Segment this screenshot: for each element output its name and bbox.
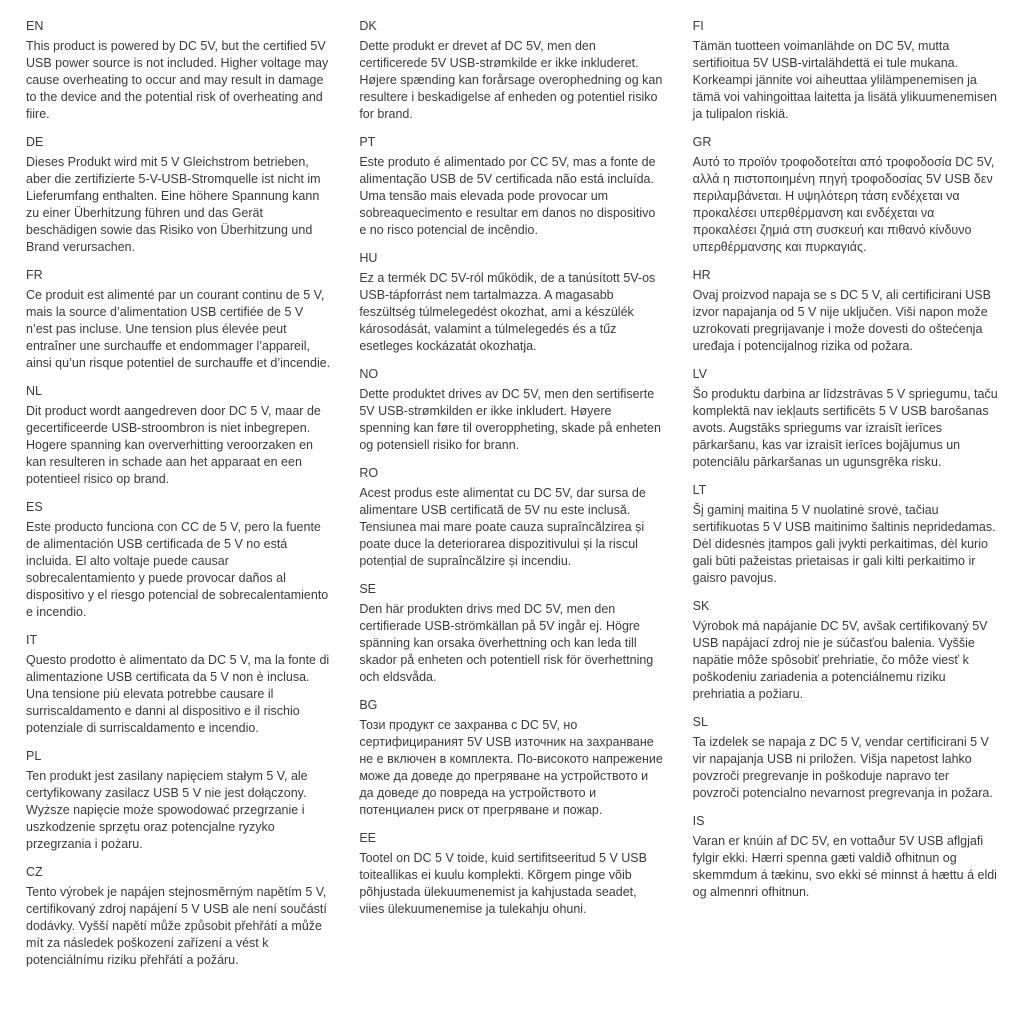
- lang-section-nl: [26, 383, 331, 488]
- language-text: Αυτό το προϊόν τροφοδοτείται από τροφοδοσία DC 5V, αλλά η πιστοποιημένη πηγή τροφοδοσίας 5V USB δεν περιλαμβάνεται. Η υψηλότερη τάση ενδέχεται να προκαλέσει υπερθέρμανση και ενδέχεται να προκαλέσει ζημιά στη συσκευή και πιθανό κίνδυνο υπερθέρμανσης και πυρκαγιάς.: [692, 155, 995, 254]
- language-text: Výrobok má napájanie DC 5V, avšak certifikovaný 5V USB napájací zdroj nie je súčasťou balenia. Vyššie napätie môže spôsobiť prehriatie, čo môže viesť k poškodeniu zariadenia a potenciálnemu riziku prehriatia a požiaru.: [692, 619, 988, 701]
- language-code: RO: [359, 466, 379, 480]
- language-text: Dieses Produkt wird mit 5 V Gleichstrom betrieben, aber die zertifizierte 5-V-USB-Stromquelle ist nicht im Lieferumfang enthalten. Eine höhere Spannung kann zu einer Überhitzung führen und das Gerät beschädigen sowie das Risiko von Überhitzung und Brand verursachen.: [26, 155, 321, 254]
- language-text: Ta izdelek se napaja z DC 5 V, vendar certificirani 5 V vir napajanja USB ni priložen. Višja napetost lahko povzroči pregrevanje in poškoduje napravo ter povzroči potencialno nevarnost pregrevanja in požara.: [692, 735, 993, 800]
- language-text: Den här produkten drivs med DC 5V, men den certifierade USB-strömkällan på 5V ingår ej. Högre spänning kan orsaka överhettning och kan leda till skador på enheten och potentiell risk för överhettning och eldsvåda.: [359, 602, 654, 684]
- language-text: Acest produs este alimentat cu DC 5V, dar sursa de alimentare USB certificată de 5V nu este inclusă. Tensiunea mai mare poate cauza supraîncălzirea și poate duce la deteriorarea dispozitivului și la riscul potențial de supraîncălzire și incendiu.: [359, 486, 646, 568]
- language-code: LT: [692, 483, 707, 497]
- language-text: Ten produkt jest zasilany napięciem stałym 5 V, ale certyfikowany zasilacz USB 5 V nie jest dołączony. Wyższe napięcie może spowodować przegrzanie i uszkodzenie sprzętu oraz potencjalne ryzyko przegrzania i pożaru.: [26, 769, 308, 851]
- lang-section-ro: [359, 465, 664, 570]
- language-text: Dette produktet drives av DC 5V, men den sertifiserte 5V USB-strømkilden er ikke inkludert. Høyere spenning kan føre til overoppheting, skade på enheten og potensiell risiko for brann.: [359, 387, 661, 452]
- language-text: Ovaj proizvod napaja se s DC 5 V, ali certificirani USB izvor napajanja od 5 V nije uključen. Viši napon može uzrokovati pregrijavanje i može dovesti do oštećenja uređaja i potencijalnog rizika od požara.: [692, 288, 991, 353]
- language-code: PT: [359, 135, 376, 149]
- lang-section-en: [26, 18, 331, 123]
- language-text: Dette produkt er drevet af DC 5V, men den certificerede 5V USB-strømkilde er ikke inkluderet. Højere spænding kan forårsage overophedning og kan resultere i beskadigelse af enheden og potentiel risiko for brand.: [359, 39, 663, 121]
- language-code: HU: [359, 251, 378, 265]
- language-code: FR: [26, 268, 43, 282]
- lang-section-no: [359, 366, 664, 454]
- lang-section-gr: [693, 134, 998, 256]
- lang-section-pt: [359, 134, 664, 239]
- lang-section-de: [26, 134, 331, 256]
- lang-section-ee: [359, 830, 664, 918]
- lang-section-sl: [693, 714, 998, 802]
- language-text: Tootel on DC 5 V toide, kuid sertifitseeritud 5 V USB toiteallikas ei kuulu komplekti. Kõrgem pinge võib põhjustada ülekuumenemist ja kahjustada seadet, viies ülekuumenemise ja tulekahju ohuni.: [359, 851, 647, 916]
- lang-section-lv: [693, 366, 998, 471]
- lang-section-is: [693, 813, 998, 901]
- language-code: ES: [26, 500, 43, 514]
- lang-section-fi: [693, 18, 998, 123]
- language-text: Šo produktu darbina ar līdzstrāvas 5 V spriegumu, taču komplektā nav iekļauts sertificēts 5 V USB barošanas avots. Augstāks spriegums var izraisīt ierīces pārkaršanu, kas var izraisīt ierīces bojājumus un potenciālu pārkaršanas un ugunsgrēka risku.: [692, 387, 998, 469]
- language-text: Este produto é alimentado por CC 5V, mas a fonte de alimentação USB de 5V certificada não está incluída. Uma tensão mais elevada pode provocar um sobreaquecimento e resultar em danos no dispositivo e no risco potencial de incêndio.: [359, 155, 656, 237]
- language-text: Questo prodotto è alimentato da DC 5 V, ma la fonte di alimentazione USB certificata da 5 V non è inclusa. Una tensione più elevata potrebbe causare il surriscaldamento e danni al dispositivo e il rischio potenziale di surriscaldamento e incendio.: [26, 653, 330, 735]
- language-text: This product is powered by DC 5V, but the certified 5V USB power source is not included. Higher voltage may cause overheating to occur and may result in damage to the device and the potential risk of overheating and fiire.: [26, 39, 329, 121]
- language-code: LV: [692, 367, 708, 381]
- language-text: Ce produit est alimenté par un courant continu de 5 V, mais la source d’alimentation USB certifiée de 5 V n’est pas incluse. Une tension plus élevée peut entraîner une surchauffe et endommager l’appareil, ainsi qu’un risque potentiel de surchauffe et d’incendie.: [26, 288, 331, 370]
- lang-section-hu: [359, 250, 664, 355]
- lang-section-it: [26, 632, 331, 737]
- language-code: BG: [359, 698, 378, 712]
- language-text: Dit product wordt aangedreven door DC 5 V, maar de gecertificeerde USB-stroombron is niet inbegrepen. Hogere spanning kan oververhitting veroorzaken en kan resulteren in schade aan het apparaat en een potentieel risico op brand.: [26, 404, 321, 486]
- language-text: Tento výrobek je napájen stejnosměrným napětím 5 V, certifikovaný zdroj napájení 5 V USB ale není součástí dodávky. Vyšší napětí může způsobit přehřátí a může mít za následek poškození zařízení a vést k potenciálnímu riziku přehřátí a požáru.: [26, 885, 327, 967]
- lang-section-hr: [693, 267, 998, 355]
- lang-section-bg: [359, 697, 664, 819]
- language-code: HR: [692, 268, 711, 282]
- language-code: EE: [359, 831, 377, 845]
- language-text: Tämän tuotteen voimanlähde on DC 5V, mutta sertifioitua 5V USB-virtalähdettä ei tule mukana. Korkeampi jännite voi aiheuttaa ylilämpenemisen ja tämä voi vahingoittaa laitetta ja lisätä ylikuumenemisen ja tulipalon riskiä.: [692, 39, 997, 121]
- lang-section-sk: [693, 598, 998, 703]
- language-code: GR: [692, 135, 712, 149]
- language-text: Varan er knúin af DC 5V, en vottaður 5V USB aflgjafi fylgir ekki. Hærri spenna gæti valdið ofhitnun og skemmdum á tækinu, svo ekki sé minnst á hættu á eldi og almennri ofhitnun.: [692, 834, 997, 899]
- language-code: SE: [359, 582, 377, 596]
- lang-section-cz: [26, 864, 331, 969]
- column-1: [26, 18, 331, 1014]
- column-3: [693, 18, 998, 1014]
- language-code: IS: [692, 814, 705, 828]
- lang-section-se: [359, 581, 664, 686]
- language-code: DE: [26, 135, 44, 149]
- language-code: CZ: [26, 865, 43, 879]
- language-code: EN: [26, 19, 44, 33]
- language-text: Този продукт се захранва с DC 5V, но сертифицираният 5V USB източник на захранване не е включен в комплекта. По-високото напрежение може да доведе до прегряване на устройството и да доведе до повреда на устройството и потенциален риск от прегряване и пожар.: [359, 718, 663, 817]
- lang-section-dk: [359, 18, 664, 123]
- language-code: SL: [692, 715, 708, 729]
- language-code: NO: [359, 367, 379, 381]
- language-code: FI: [692, 19, 704, 33]
- language-text: Este producto funciona con CC de 5 V, pero la fuente de alimentación USB certificada de 5 V no está incluida. El alto voltaje puede causar sobrecalentamiento y puede provocar daños al dispositivo y el riesgo potencial de sobrecalentamiento e incendio.: [26, 520, 329, 619]
- lang-section-lt: [693, 482, 998, 587]
- language-code: IT: [26, 633, 38, 647]
- lang-section-fr: [26, 267, 331, 372]
- language-text: Ez a termék DC 5V-ról működik, de a tanúsított 5V-os USB-tápforrást nem tartalmazza. A magasabb feszültség túlmelegedést okozhat, ami a készülék károsodását, valamint a túlmelegedés és a tűz esetleges kockázatát okozhatja.: [359, 271, 656, 353]
- language-code: DK: [359, 19, 377, 33]
- language-text: Šį gaminį maitina 5 V nuolatinė srovė, tačiau sertifikuotas 5 V USB maitinimo šaltinis nepridedamas. Dėl didesnės įtampos gali įvykti perkaitimas, dėl kurio gali būti pažeistas prietaisas ir gali kilti perkaitimo ir gaisro pavojus.: [692, 503, 996, 585]
- lang-section-es: [26, 499, 331, 621]
- language-code: NL: [26, 384, 42, 398]
- language-code: SK: [692, 599, 710, 613]
- column-2: [359, 18, 664, 1014]
- lang-section-pl: [26, 748, 331, 853]
- language-code: PL: [26, 749, 42, 763]
